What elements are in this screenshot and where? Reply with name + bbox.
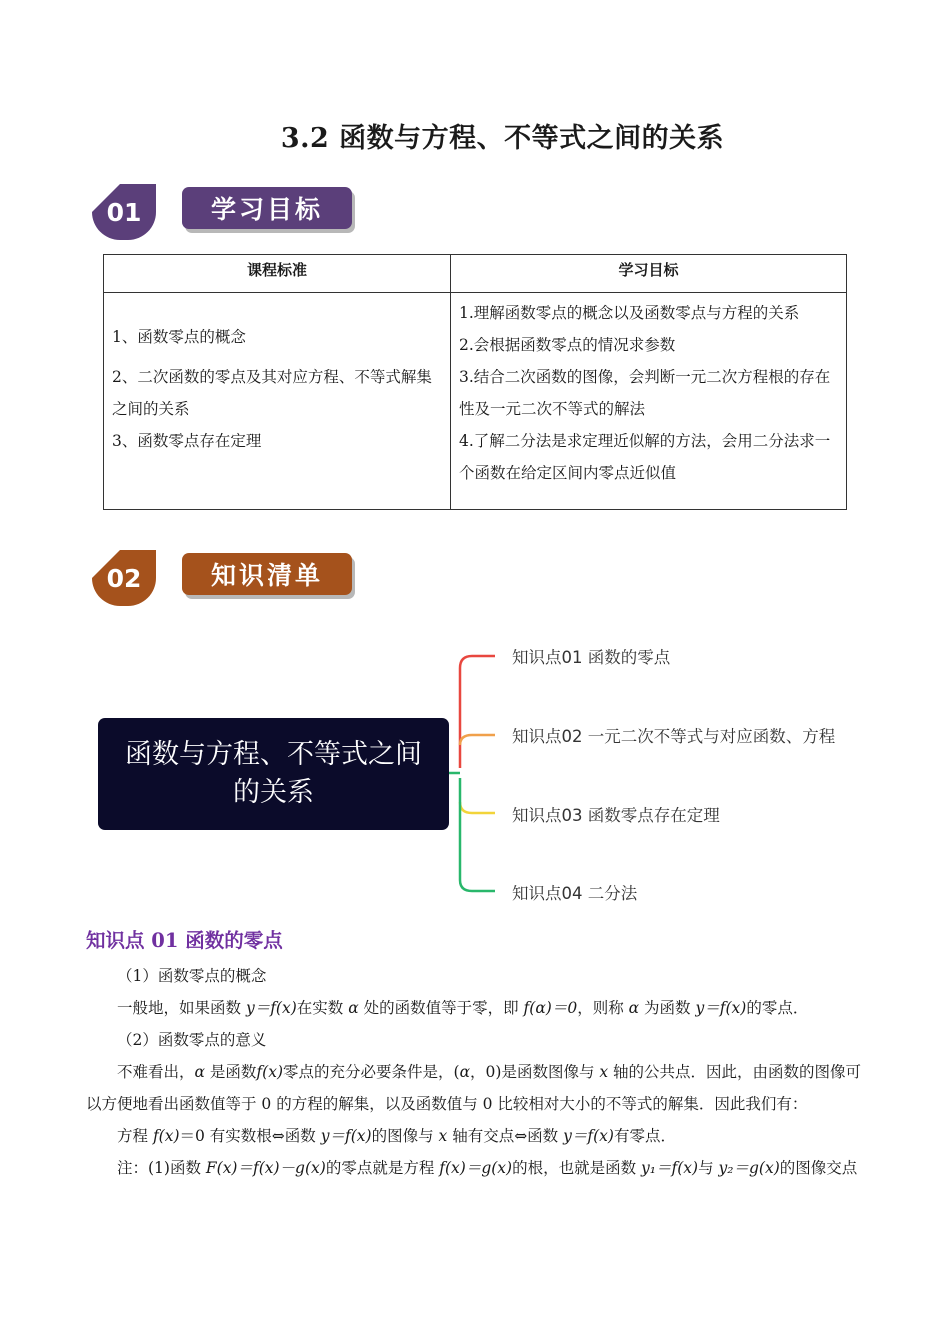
standards-cell [104, 293, 451, 510]
page-title: 3.2 函数与方程、不等式之间的关系 [280, 123, 725, 154]
mindmap-branch: 知识点01 函数的零点 [512, 648, 671, 667]
mindmap-branch: 知识点04 二分法 [512, 884, 638, 903]
table-header: 课程标准 [104, 255, 451, 293]
table-header: 学习目标 [451, 255, 847, 293]
list-item: 1、函数零点的概念 [112, 328, 246, 346]
paragraph: 一般地，如果函数 y＝f(x)在实数 α 处的函数值等于零，即 f(α)＝0，则称 α 为函数 y＝f(x)的零点． [117, 999, 809, 1017]
section-banner: 学习目标 [182, 187, 352, 229]
section-number-badge [90, 182, 158, 246]
list-item: 2.会根据函数零点的情况求参数 [459, 336, 676, 354]
mindmap-branch: 知识点02 一元二次不等式与对应函数、方程 [512, 727, 836, 746]
mindmap-root: 函数与方程、不等式之间的关系 [98, 718, 449, 830]
goals-table [103, 254, 847, 510]
knowledge-point-body [86, 960, 866, 1184]
mindmap-branch: 知识点03 函数零点存在定理 [512, 806, 720, 825]
list-item: 3、函数零点存在定理 [112, 432, 262, 450]
knowledge-point-heading: 知识点 01 函数的零点 [86, 929, 283, 952]
list-item: 3.结合二次函数的图像，会判断一元二次方程根的存在性及一元二次不等式的解法 [459, 368, 831, 418]
objectives-cell [451, 293, 847, 510]
section-number-badge [90, 548, 158, 612]
section-banner: 知识清单 [182, 553, 352, 595]
section-number: 02 [106, 563, 142, 593]
subheading: （2）函数零点的意义 [117, 1031, 267, 1049]
mindmap-connectors [440, 640, 520, 900]
paragraph: 方程 f(x)＝0 有实数根⇔函数 y＝f(x)的图像与 x 轴有交点⇔函数 y＝f(x)有零点． [117, 1127, 676, 1145]
list-item: 1.理解函数零点的概念以及函数零点与方程的关系 [459, 304, 800, 322]
list-item: 4.了解二分法是求定理近似解的方法，会用二分法求一个函数在给定区间内零点近似值 [459, 432, 831, 482]
subheading: （1）函数零点的概念 [117, 967, 267, 985]
paragraph: 不难看出，α 是函数f(x)零点的充分必要条件是，(α，0)是函数图像与 x 轴的公共点．因此，由函数的图像可以方便地看出函数值等于 0 的方程的解集，以及函数值与 0 比较相对大小的不等式的解集．因此我们有： [86, 1063, 862, 1113]
section-number: 01 [106, 197, 142, 227]
paragraph: 注：(1)函数 F(x)＝f(x)－g(x)的零点就是方程 f(x)＝g(x)的根，也就是函数 y₁＝f(x)与 y₂＝g(x)的图像交点 [117, 1159, 858, 1177]
list-item: 2、二次函数的零点及其对应方程、不等式解集之间的关系 [112, 368, 432, 418]
